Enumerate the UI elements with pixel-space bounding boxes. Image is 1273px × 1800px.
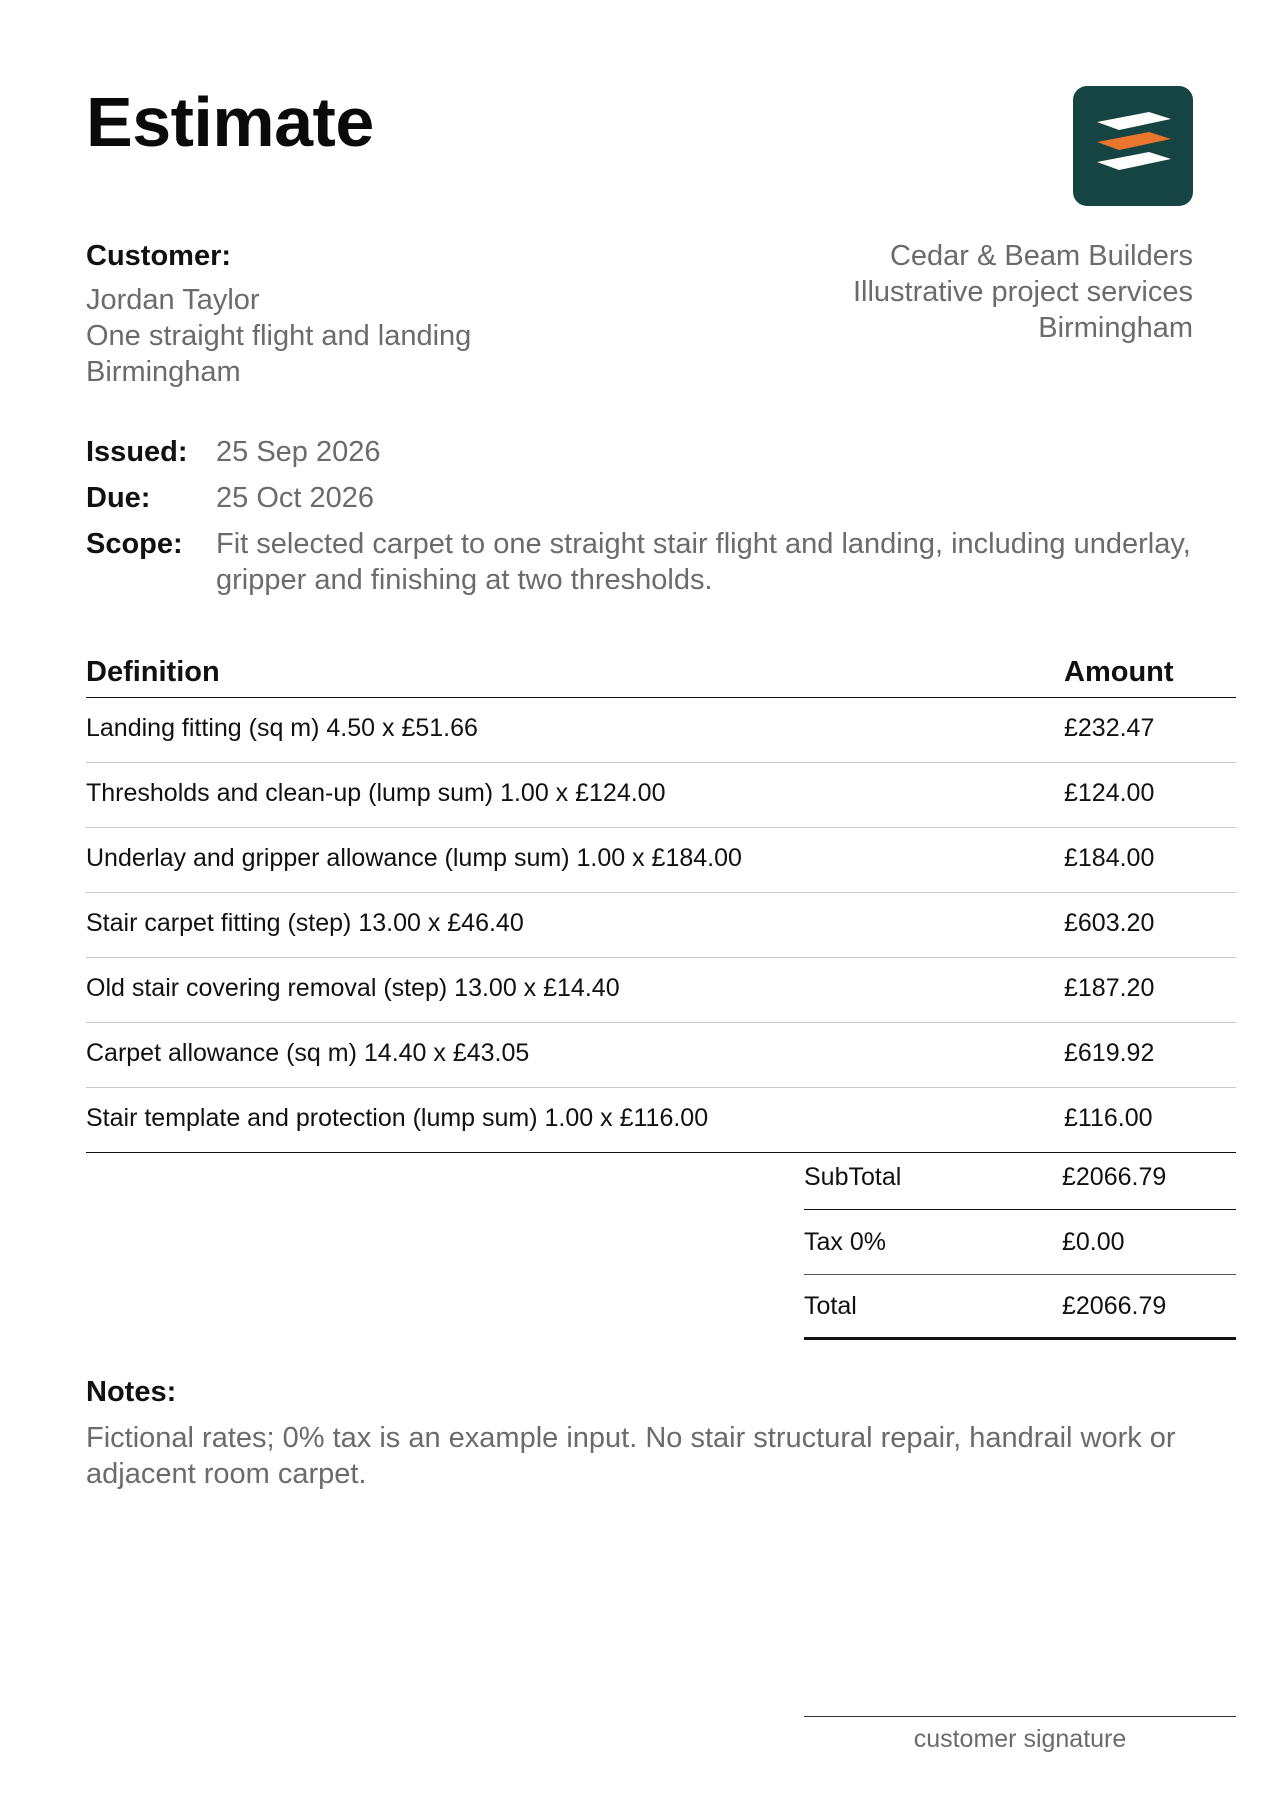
total-label: Total xyxy=(804,1291,857,1320)
row-amount: £184.00 xyxy=(1064,843,1155,872)
customer-city: Birmingham xyxy=(86,356,241,388)
row-description: Stair carpet fitting (step) 13.00 x £46.40 xyxy=(86,908,524,937)
line-items-table xyxy=(86,654,1236,1153)
customer-name: Jordan Taylor xyxy=(86,284,260,316)
scope-label: Scope: xyxy=(86,528,183,560)
table-row xyxy=(86,1023,1236,1088)
total-row xyxy=(804,1275,1236,1340)
row-amount: £603.20 xyxy=(1064,908,1155,937)
signature-caption: customer signature xyxy=(913,1725,1127,1753)
row-amount: £116.00 xyxy=(1064,1103,1153,1132)
tax-label: Tax 0% xyxy=(804,1227,886,1256)
definition-header: Definition xyxy=(86,656,220,688)
scope-row xyxy=(86,526,1206,598)
row-description: Landing fitting (sq m) 4.50 x £51.66 xyxy=(86,713,478,742)
row-amount: £619.92 xyxy=(1064,1038,1155,1067)
table-row xyxy=(86,698,1236,763)
table-row xyxy=(86,958,1236,1023)
stacked-planks-icon xyxy=(1073,86,1193,206)
estimate-meta xyxy=(86,434,1206,608)
subtotal-row xyxy=(804,1145,1236,1210)
issued-value: 25 Sep 2026 xyxy=(216,436,381,468)
totals-block xyxy=(804,1145,1236,1340)
row-description: Underlay and gripper allowance (lump sum) 1.00 x £184.00 xyxy=(86,843,742,872)
notes-block xyxy=(86,1374,1236,1492)
company-tagline: Illustrative project services xyxy=(852,276,1193,308)
due-row xyxy=(86,480,1206,516)
row-description: Thresholds and clean-up (lump sum) 1.00 x £124.00 xyxy=(86,778,666,807)
company-city: Birmingham xyxy=(1038,312,1193,344)
issued-row xyxy=(86,434,1206,470)
signature-line xyxy=(804,1716,1236,1754)
company-block xyxy=(633,238,1193,346)
row-description: Stair template and protection (lump sum) 1.00 x £116.00 xyxy=(86,1103,709,1132)
customer-block xyxy=(86,238,646,390)
due-label: Due: xyxy=(86,482,151,514)
row-description: Carpet allowance (sq m) 14.40 x £43.05 xyxy=(86,1038,530,1067)
table-row xyxy=(86,1088,1236,1153)
row-amount: £232.47 xyxy=(1064,713,1155,742)
issued-label: Issued: xyxy=(86,436,188,468)
subtotal-value: £2066.79 xyxy=(1062,1162,1167,1191)
table-header xyxy=(86,654,1236,698)
row-amount: £124.00 xyxy=(1064,778,1155,807)
scope-value: Fit selected carpet to one straight stair flight and landing, including underlay, gripper and finishing at two thresholds. xyxy=(216,528,1191,596)
subtotal-label: SubTotal xyxy=(804,1162,902,1191)
company-logo xyxy=(1073,86,1193,206)
table-row xyxy=(86,893,1236,958)
amount-header: Amount xyxy=(1064,656,1174,688)
total-value: £2066.79 xyxy=(1062,1291,1167,1320)
notes-text: Fictional rates; 0% tax is an example input. No stair structural repair, handrail work or adjacent room carpet. xyxy=(86,1422,1176,1490)
row-amount: £187.20 xyxy=(1064,973,1155,1002)
table-row xyxy=(86,828,1236,893)
customer-label: Customer: xyxy=(86,240,232,272)
table-row xyxy=(86,763,1236,828)
notes-label: Notes: xyxy=(86,1376,177,1408)
company-name: Cedar & Beam Builders xyxy=(889,240,1193,272)
customer-project: One straight flight and landing xyxy=(86,320,472,352)
page-title: Estimate xyxy=(86,83,374,161)
due-value: 25 Oct 2026 xyxy=(216,482,374,514)
tax-value: £0.00 xyxy=(1062,1227,1125,1256)
row-description: Old stair covering removal (step) 13.00 x £14.40 xyxy=(86,973,620,1002)
tax-row xyxy=(804,1210,1236,1275)
